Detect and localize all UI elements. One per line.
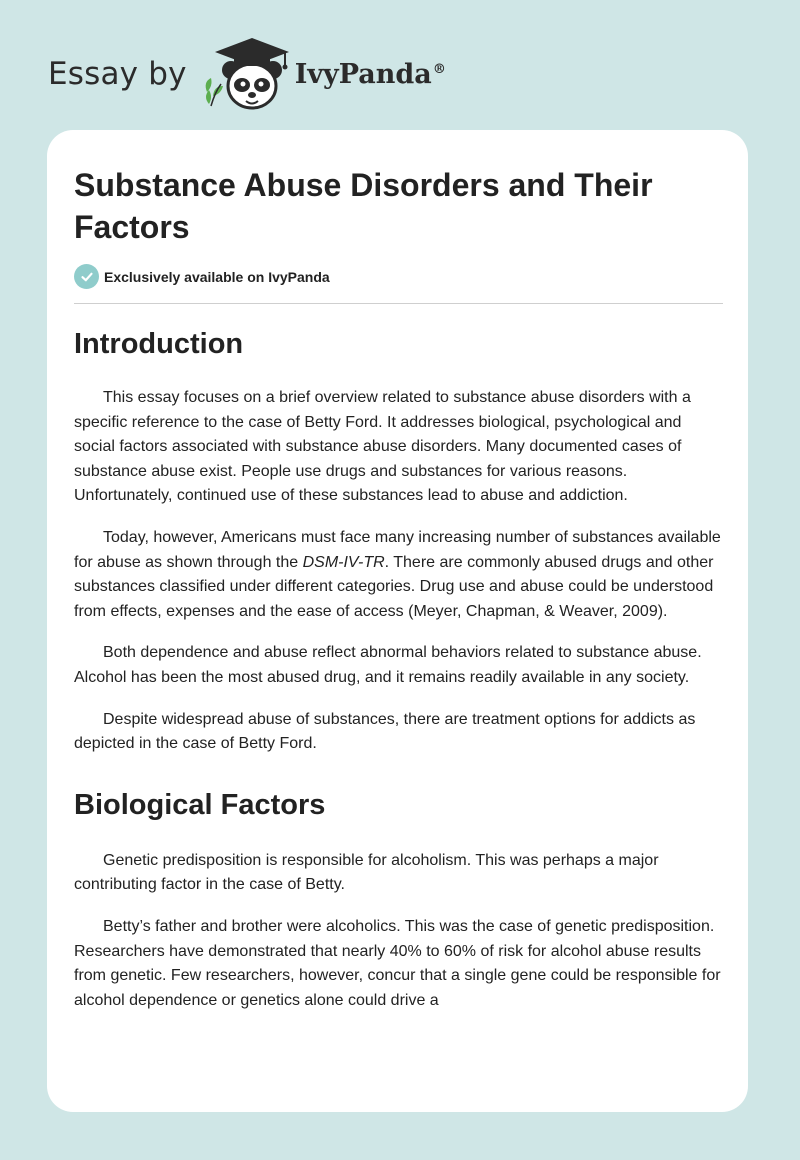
checkmark-icon: [80, 270, 94, 284]
registered-mark: ®: [432, 61, 446, 77]
paragraph: Both dependence and abuse reflect abnormal behaviors related to substance abuse. Alcohol has been the most abused drug, and it remains readily available in any society.: [74, 644, 702, 686]
section-heading-biological-factors: Biological Factors: [74, 788, 326, 821]
paragraph: Betty’s father and brother were alcoholics. This was the case of genetic predisposition. Researchers have demonstrated that nearly 40% to 60% of risk for alcohol abuse results from genetic. Few researchers, however, concur that a single gene could be responsible for alcohol dependence or genetics alone could drive a: [74, 917, 721, 1009]
brand-name-text: IvyPanda: [294, 58, 432, 90]
title-divider: [74, 303, 723, 304]
paragraph: Despite widespread abuse of substances, there are treatment options for addicts as depicted in the case of Betty Ford.: [74, 710, 696, 753]
essay-card: [47, 130, 748, 1112]
site-header-brand[interactable]: [48, 34, 446, 114]
dsm-citation: DSM-IV-TR: [302, 553, 385, 571]
paragraph-text: . There are commonly abused drugs and other substances classified under different categories. Drug use and abuse could be understood from effects, expenses and the ease of access (Meyer, Chapman, & Weaver, 2009).: [74, 553, 714, 620]
paragraph-text: Today, however, Americans must face many increasing number of substances available for abuse as shown through the: [74, 528, 721, 571]
essay-title: Substance Abuse Disorders and Their Factors: [74, 167, 653, 245]
paragraph: Genetic predisposition is responsible for alcoholism. This was perhaps a major contributing factor in the case of Betty.: [74, 851, 659, 894]
paragraph: This essay focuses on a brief overview related to substance abuse disorders with a specific reference to the case of Betty Ford. It addresses biological, psychological and social factors associated with substance abuse disorders. Many documented cases of substance abuse exist. People use drugs and substances for various reasons. Unfortunately, continued use of these substances lead to abuse and addiction.: [74, 389, 691, 505]
paragraph: [74, 526, 724, 624]
brand-name: [295, 59, 446, 90]
panda-logo-icon: [201, 34, 293, 114]
essay-body: [74, 326, 724, 1030]
badge-text: Exclusively available on IvyPanda: [104, 268, 330, 285]
check-circle-icon: [74, 264, 99, 289]
exclusive-badge: [74, 264, 330, 289]
brand-prefix: Essay by: [48, 56, 187, 92]
section-heading-introduction: Introduction: [74, 328, 244, 360]
